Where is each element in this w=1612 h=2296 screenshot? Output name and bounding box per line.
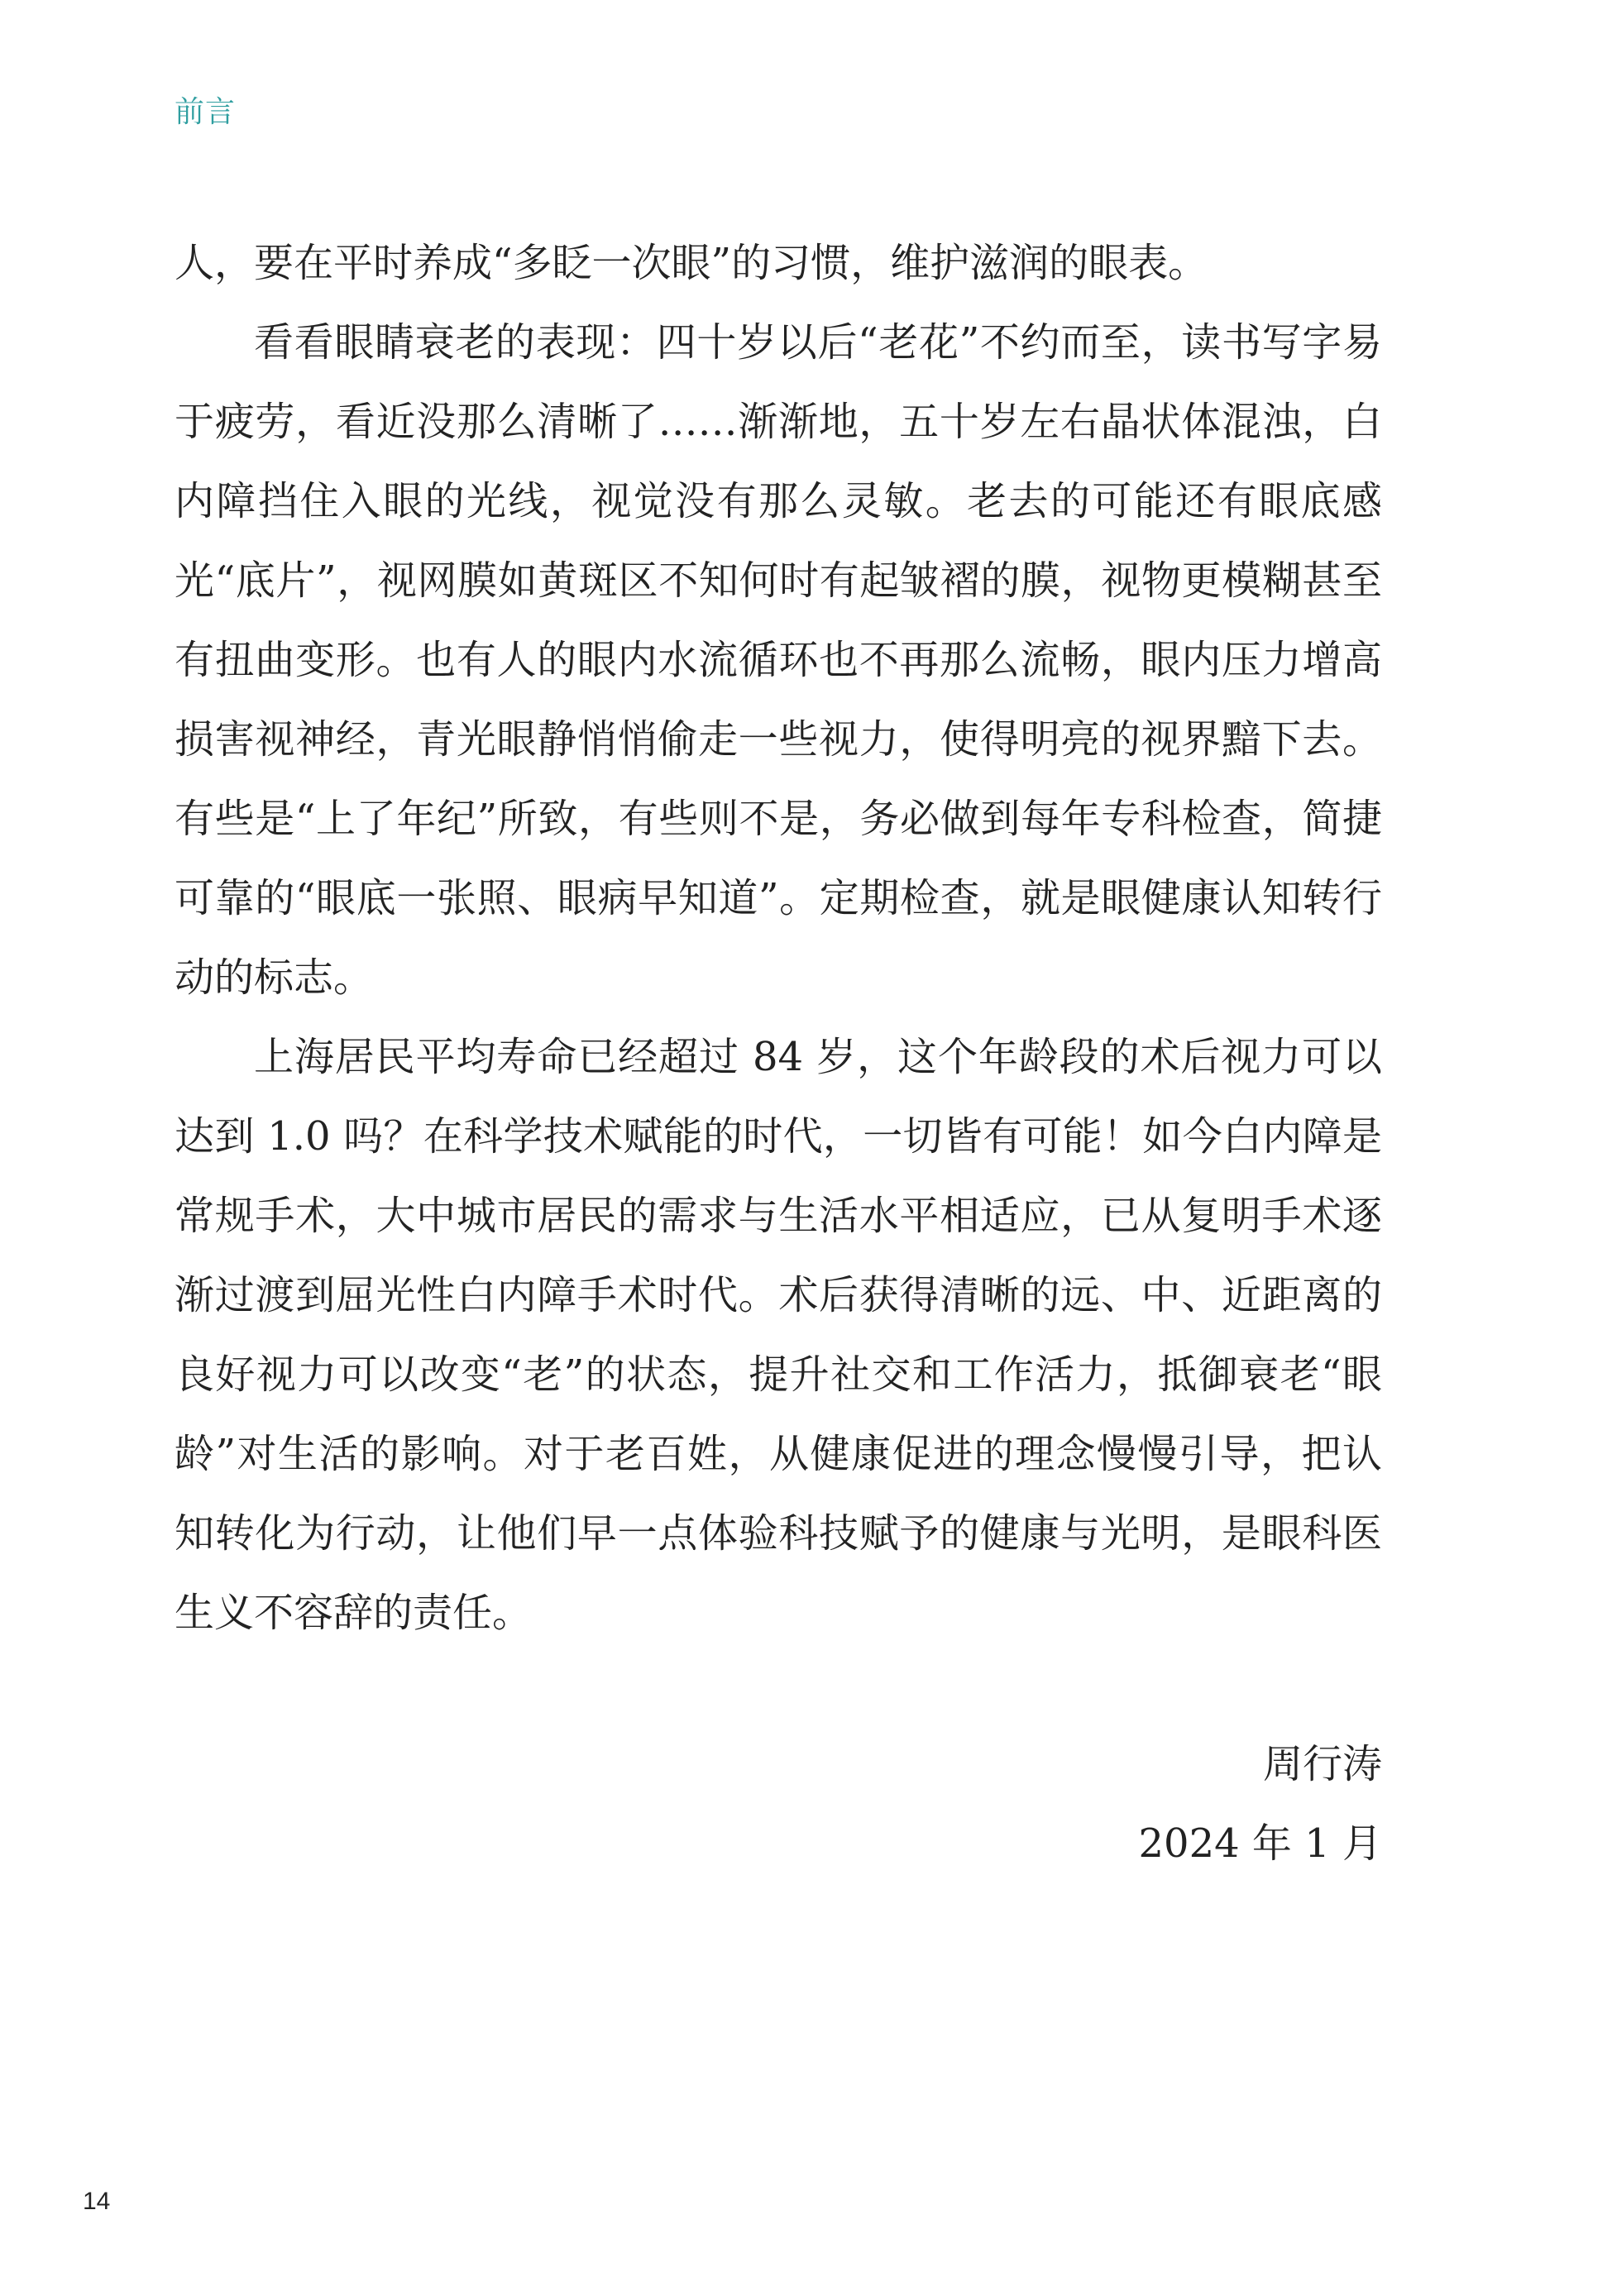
page-number: 14: [83, 2188, 111, 2215]
signature-date: 2024 年 1 月: [1138, 1820, 1382, 1867]
paragraph-continued: 人，要在平时养成“多眨一次眼”的习惯，维护滋润的眼表。: [175, 240, 1208, 286]
paragraph-aging-eyes: 看看眼睛衰老的表现：四十岁以后“老花”不约而至，读书写字易于疲劳，看近没那么清晰了……渐渐地，五十岁左右晶状体混浊，白内障挡住入眼的光线，视觉没有那么灵敏。老去的可能还有眼底感光“底片”，视网膜如黄斑区不知何时有起皱褶的膜，视物更模糊甚至有扭曲变形。也有人的眼内水流循环也不再那么流畅，眼内压力增高损害视神经，青光眼静悄悄偷走一些视力，使得明亮的视界黯下去。有些是“上了年纪”所致，有些则不是，务必做到每年专科检查，简捷可靠的“眼底一张照、眼病早知道”。定期检查，就是眼健康认知转行动的标志。: [175, 319, 1382, 1001]
paragraph-cataract-surgery: 上海居民平均寿命已经超过 84 岁，这个年龄段的术后视力可以达到 1.0 吗？在科学技术赋能的时代，一切皆有可能！如今白内障是常规手术，大中城市居民的需求与生活水平相适应，已从复明手术逐渐过渡到屈光性白内障手术时代。术后获得清晰的远、中、近距离的良好视力可以改变“老”的状态，提升社交和工作活力，抵御衰老“眼龄”对生活的影响。对于老百姓，从健康促进的理念慢慢引导，把认知转化为行动，让他们早一点体验科技赋予的健康与光明，是眼科医生义不容辞的责任。: [175, 1034, 1382, 1636]
signature-block: [1139, 1724, 1382, 1883]
body-text: [175, 223, 1382, 1653]
author-name: 周行涛: [1262, 1741, 1382, 1787]
section-header: 前言: [175, 95, 237, 129]
